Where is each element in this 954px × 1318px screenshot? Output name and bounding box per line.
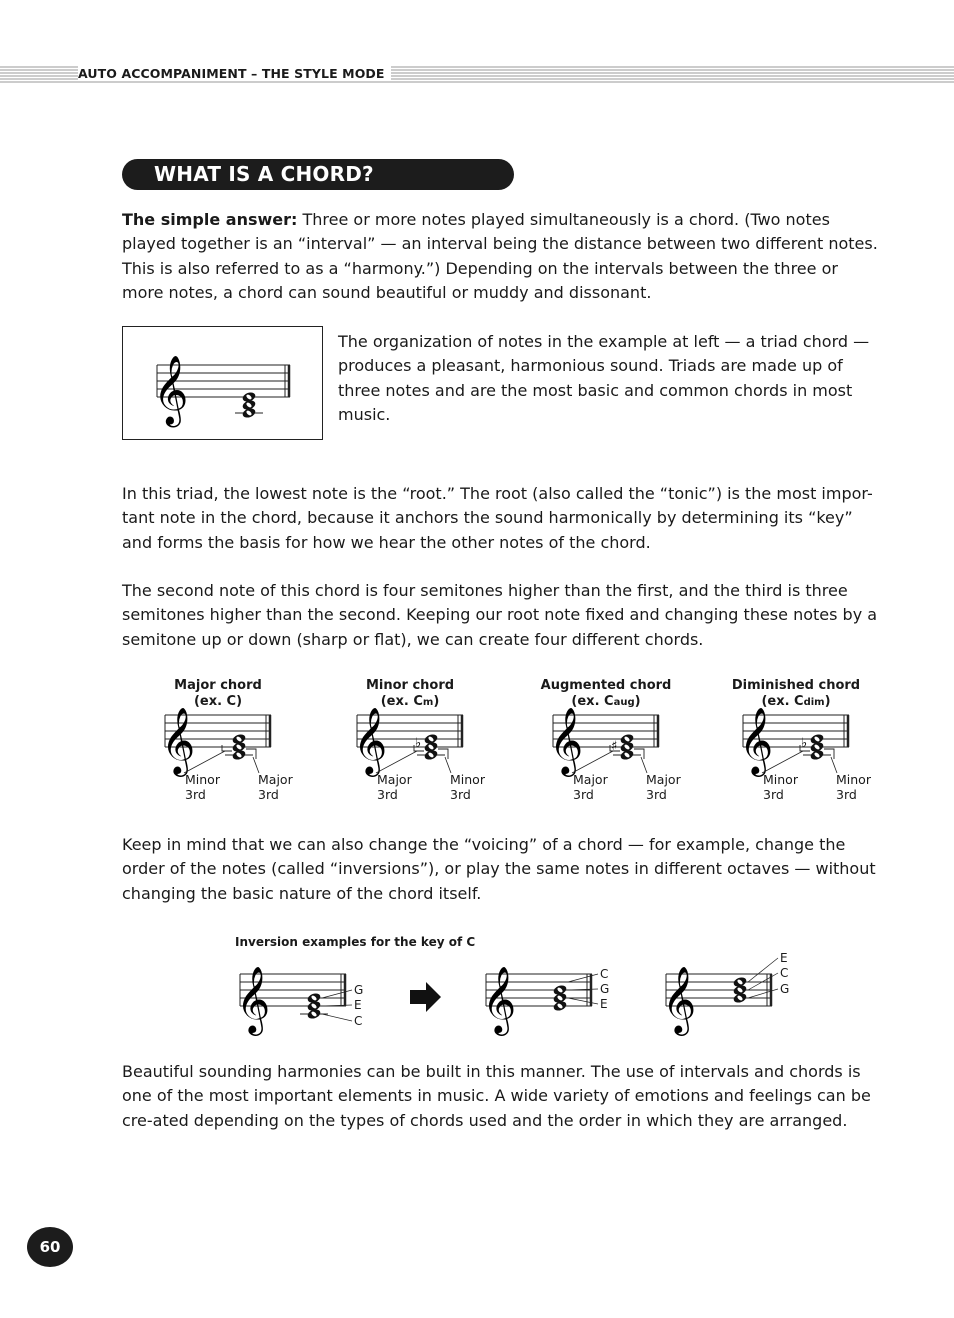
sharp-icon: ♯: [611, 739, 618, 754]
note-root: [231, 749, 246, 761]
upper-interval-label: Minor 3rd: [450, 772, 485, 802]
intro-paragraph: [122, 208, 882, 305]
chord-example: (ex. Caug): [571, 694, 641, 709]
treble-clef-icon: 𝄞: [236, 965, 271, 1033]
note-name-label: G: [354, 983, 364, 997]
root-paragraph: In this triad, the lowest note is the “root.” The root (also called the “tonic”) is the most impor-tant note in the chord, because it anchors the sound harmonically by determining its “key” and forms the basis for how we hear the other notes of the chord.: [122, 484, 873, 552]
upper-interval-label: Major 3rd: [646, 772, 681, 802]
treble-clef-icon: 𝄞: [482, 965, 517, 1033]
semitone-paragraph: The second note of this chord is four semitones higher than the first, and the third is three semitones higher than the second. Keeping our root note fixed and changing these notes by a semitone up or down (sharp or flat), we can create four different chords.: [122, 581, 878, 649]
note-name-label: C: [600, 967, 609, 981]
inversion-note: [732, 992, 747, 1004]
upper-interval-label: Major 3rd: [258, 772, 293, 802]
treble-clef-icon: 𝄞: [353, 706, 388, 774]
chord-name: Minor chord: [365, 678, 455, 693]
note-name-label: E: [354, 998, 362, 1012]
treble-clef-icon: 𝄞: [739, 706, 774, 774]
chord-name: Augmented chord: [540, 678, 672, 693]
inversion-note: [306, 1008, 321, 1020]
right-arrow-icon: [410, 982, 442, 1012]
chord-staff: [551, 705, 671, 775]
chord-example: (ex. Cm): [380, 694, 440, 709]
chord-name: Diminished chord: [731, 678, 861, 693]
intro-text: Three or more notes played simultaneously is a chord. (Two notes played together is an “interval” — an interval being the distance between two different notes. This is also referred to as a “harmony.”) Depending on the intervals between the three or more notes, a chord can sound beautiful or muddy and dissonant.: [122, 210, 878, 302]
treble-clef-icon: 𝄞: [161, 706, 196, 774]
note-name-label: E: [780, 951, 788, 965]
note-name-label: E: [600, 997, 608, 1011]
inversion-staff: [664, 960, 784, 1040]
voicing-paragraph: Keep in mind that we can also change the “voicing” of a chord — for example, change the order of the notes (called “inversions”), or play the same notes in different octaves — without changing the basic nature of the chord itself.: [122, 835, 876, 903]
note-root: [809, 749, 824, 761]
chord-staff: [741, 705, 861, 775]
triad-paragraph: The organization of notes in the example at left — a triad chord — produces a pleasant, harmonious sound. Triads are made up of three notes and are the most basic and common chords in most music.: [338, 332, 870, 424]
note-root: [423, 749, 438, 761]
inversion-staff: [238, 960, 358, 1040]
closing-paragraph: Beautiful sounding harmonies can be built in this manner. The use of intervals and chords is one of the most important elements in music. A wide variety of emotions and feelings can be cre-ated depending on the types of chords used and the order in which they are arranged.: [122, 1062, 871, 1130]
lower-interval-label: Major 3rd: [377, 772, 412, 802]
treble-clef-icon: 𝄞: [153, 355, 189, 425]
chord-staff: [355, 705, 475, 775]
treble-clef-icon: 𝄞: [549, 706, 584, 774]
triad-staff: [123, 327, 322, 439]
section-title: WHAT IS A CHORD?: [154, 162, 374, 186]
note-root: [619, 749, 634, 761]
treble-clef-icon: 𝄞: [662, 965, 697, 1033]
flat-icon: ♭: [801, 736, 808, 751]
upper-interval-label: Minor 3rd: [836, 772, 871, 802]
lower-interval-label: Minor 3rd: [763, 772, 798, 802]
note-name-label: G: [600, 982, 610, 996]
note-name-label: C: [780, 966, 789, 980]
chord-example: (ex. Cdim): [761, 694, 831, 709]
inversion-title: Inversion examples for the key of C: [235, 935, 476, 949]
note-name-label: G: [780, 982, 790, 996]
inversion-staff: [484, 960, 604, 1040]
chord-staff: [163, 705, 283, 775]
page-number: 60: [27, 1227, 73, 1267]
flat-icon: ♭: [415, 736, 422, 751]
lower-interval-label: Major 3rd: [573, 772, 608, 802]
note-name-label: C: [354, 1014, 363, 1028]
section-heading-bar: [122, 159, 514, 190]
triad-example-box: [122, 326, 323, 440]
running-header: AUTO ACCOMPANIMENT – THE STYLE MODE: [78, 66, 391, 81]
inversion-note: [552, 1000, 567, 1012]
chord-name: Major chord: [174, 678, 262, 693]
chord-example: (ex. C): [193, 694, 243, 709]
lower-interval-label: Minor 3rd: [185, 772, 220, 802]
intro-lead: The simple answer:: [122, 210, 298, 229]
